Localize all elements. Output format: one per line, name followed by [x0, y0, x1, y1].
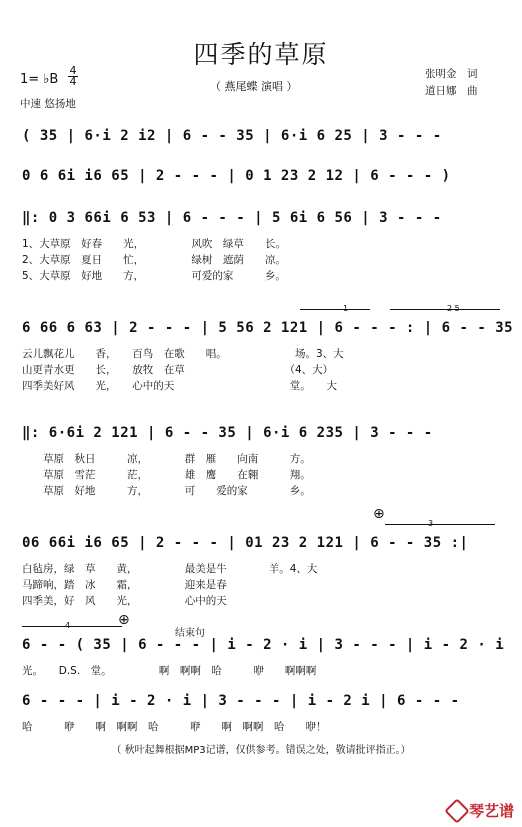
notation-line: ( 35 | 6·i 2 i2 | 6 - - 35 | 6·i 6 25 | 3 - - - — [22, 128, 442, 144]
site-logo — [448, 800, 514, 821]
transcription-note: （ 秋叶起舞根据MP3记谱，仅供参考。错误之处，敬请批评指正。） — [111, 745, 411, 756]
lyric-line: 草原 秋日 凉， 群 雁 向南 方。 — [22, 453, 311, 465]
volta-1-line — [300, 309, 370, 310]
time-signature — [68, 66, 78, 87]
time-top: 4 — [69, 64, 77, 77]
volta-25: 2 5 — [447, 304, 460, 313]
lyric-line: 四季美好风 光， 心中的天 堂。 大 — [22, 380, 337, 392]
lyric-line: 山更青水更 长， 放牧 在草 （4、大） — [22, 364, 334, 376]
volta-3-line — [385, 524, 495, 525]
lyricist-credit: 张明金 词 — [425, 68, 478, 80]
notation-line: 0 6 6i i6 65 | 2 - - - | 0 1 23 2 12 | 6 - - - ) — [22, 168, 451, 184]
logo-icon — [444, 798, 469, 823]
ending-label: 结束句 — [175, 628, 205, 639]
coda-icon: ⊕ — [118, 612, 130, 628]
notation-line: 06 66i i6 65 | 2 - - - | 01 23 2 121 | 6 - - 35 :| — [22, 535, 469, 551]
lyric-line: 白毡房，绿 草 黄， 最美是牛 羊。4、大 — [22, 563, 318, 575]
key-signature: 1= ♭B — [20, 72, 59, 87]
singer-credit: （ 燕尾蝶 演唱 ） — [210, 80, 298, 93]
lyric-line: 5、大草原 好地 方， 可爱的家 乡。 — [22, 270, 286, 282]
lyric-line: 草原 雪茫 茫， 雄 鹰 在翱 翔。 — [22, 469, 311, 481]
notation-line: ‖: 0 3 66i 6 53 | 6 - - - | 5 6i 6 56 | 3 - - - — [22, 210, 442, 226]
logo-text: 琴艺谱 — [468, 802, 514, 820]
lyric-line: 云儿飘花儿 香， 百鸟 在歌 唱。 场。3、大 — [22, 348, 344, 360]
lyric-line: 马蹄响，踏 冰 霜， 迎来是春 — [22, 579, 227, 591]
composer-credit: 道日娜 曲 — [425, 85, 478, 97]
volta-25-line — [390, 309, 500, 310]
notation-line: ‖: 6·6i 2 121 | 6 - - 35 | 6·i 6 235 | 3 - - - — [22, 425, 433, 441]
lyric-line: 1、大草原 好春 光， 风吹 绿草 长。 — [22, 238, 286, 250]
lyric-line: 哈 咿 啊 啊啊 哈 咿 啊 啊啊 哈 咿！ — [22, 721, 327, 733]
time-bottom: 4 — [69, 75, 77, 88]
volta-4-line — [22, 626, 122, 627]
lyric-line: 草原 好地 方， 可 爱的家 乡。 — [22, 485, 311, 497]
lyric-line: 光。 D.S. 堂。 啊 啊啊 哈 咿 啊啊啊 — [22, 665, 317, 677]
lyric-line: 四季美，好 风 光， 心中的天 — [22, 595, 227, 607]
notation-line: 6 - - - | i - 2 · i | 3 - - - | i - 2 i | 6 - - - — [22, 693, 460, 709]
notation-line: 6 - - ( 35 | 6 - - - | i - 2 · i | 3 - - - | i - 2 · i — [22, 637, 505, 653]
volta-3: 3 — [428, 519, 434, 528]
notation-line: 6 66 6 63 | 2 - - - | 5 56 2 121 | 6 - - - : | 6 - - 35 — [22, 320, 514, 336]
coda-icon: ⊕ — [373, 506, 385, 522]
tempo-marking: 中速 悠扬地 — [20, 98, 76, 110]
volta-1: 1 — [343, 304, 349, 313]
volta-4: 4 — [65, 621, 71, 630]
lyric-line: 2、大草原 夏日 忙， 绿树 遮荫 凉。 — [22, 254, 286, 266]
song-title: 四季的草原 — [193, 40, 329, 69]
